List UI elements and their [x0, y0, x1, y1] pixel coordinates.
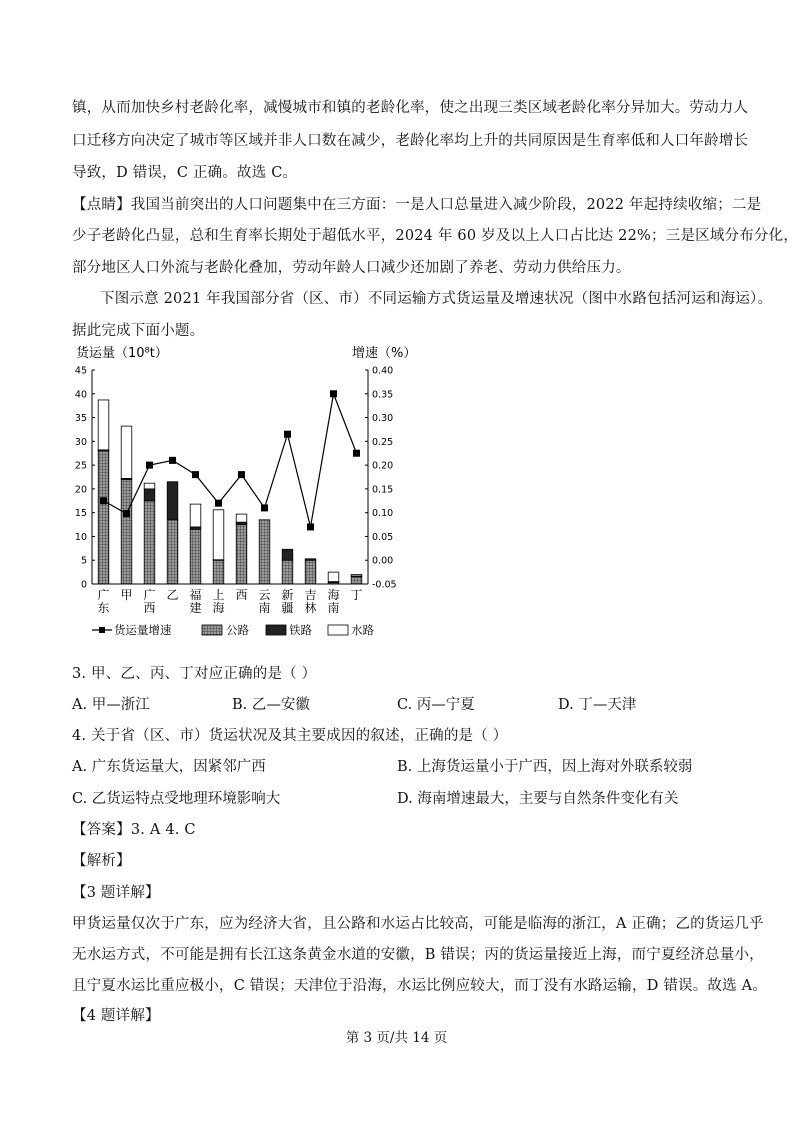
legend-point-swatch — [99, 627, 105, 633]
bar-segment — [213, 510, 224, 560]
bar-segment — [351, 574, 362, 575]
question-4-stem: 4. 关于省（区、市）货运状况及其主要成因的叙述，正确的是（ ） — [72, 728, 508, 744]
bar-segment — [305, 560, 316, 584]
detail-3-line: 甲货运量仅次于广东，应为经济大省，且公路和水运占比较高，可能是临海的浙江，A 正确；乙的货运几乎 — [72, 916, 764, 932]
bar-segment — [121, 479, 132, 584]
bar-segment — [144, 483, 155, 489]
category-label: 云 — [258, 588, 271, 602]
right-tick-label: 0.30 — [372, 413, 394, 425]
bar-segment — [167, 482, 178, 520]
paragraph-line: 导致，D 错误，C 正确。故选 C。 — [72, 165, 298, 181]
answer-text: 3. A 4. C — [130, 822, 196, 838]
legend-label: 水路 — [351, 623, 374, 637]
growth-point — [215, 500, 222, 507]
intro-line: 据此完成下面小题。 — [72, 323, 205, 339]
left-tick-label: 20 — [74, 484, 87, 496]
q4-option-b[interactable]: B. 上海货运量小于广西，因上海对外联系较弱 — [397, 759, 693, 775]
bar-segment — [305, 559, 316, 560]
tip-line: 部分地区人口外流与老龄化叠加，劳动年龄人口减少还加剧了养老、劳动力供给压力。 — [72, 260, 631, 276]
q4-option-c[interactable]: C. 乙货运特点受地理环境影响大 — [72, 791, 281, 807]
freight-chart — [66, 340, 417, 645]
legend-label: 公路 — [226, 623, 249, 637]
category-label: 南 — [327, 601, 340, 615]
paragraph-line: 口迁移方向决定了城市等区域并非人口数在减少，老龄化率均上升的共同原因是生育率低和人口年龄增长 — [72, 133, 749, 149]
bar-segment — [213, 560, 224, 584]
category-label: 海 — [212, 601, 225, 615]
detail-3-heading: 【3 题详解】 — [72, 885, 160, 901]
right-tick-label: -0.05 — [372, 579, 397, 591]
legend-label: 铁路 — [289, 623, 312, 637]
category-label: 疆 — [281, 601, 294, 615]
category-label: 广 — [143, 588, 156, 602]
bar-segment — [236, 525, 247, 584]
left-tick-label: 30 — [74, 436, 87, 448]
q3-option-a[interactable]: A. 甲—浙江 — [72, 697, 150, 713]
category-label: 南 — [258, 601, 271, 615]
bar-segment — [121, 426, 132, 478]
bar-segment — [259, 520, 270, 584]
bar-segment — [328, 572, 339, 582]
category-label: 乙 — [166, 588, 179, 602]
category-label: 西 — [235, 588, 248, 602]
detail-3-line: 无水运方式，不可能是拥有长江这条黄金水道的安徽，B 错误；丙的货运量接近上海，而宁夏经济总量小， — [72, 947, 764, 963]
page-footer: 第 3 页/共 14 页 — [345, 1030, 448, 1046]
paragraph-line: 镇，从而加快乡村老龄化率，减慢城市和镇的老龄化率，使之出现三类区域老龄化率分异加大。劳动力人 — [72, 100, 749, 116]
right-tick-label: 0.20 — [372, 460, 394, 472]
detail-4-heading: 【4 题详解】 — [72, 1008, 160, 1024]
right-tick-label: 0.10 — [372, 508, 394, 520]
legend-label: 货运量增速 — [114, 623, 172, 637]
category-label: 新 — [281, 588, 294, 602]
category-label: 建 — [189, 601, 202, 615]
left-tick-label: 35 — [74, 413, 87, 425]
bar-segment — [98, 451, 109, 584]
q4-option-a[interactable]: A. 广东货运量大，因紧邻广西 — [72, 759, 266, 775]
growth-point — [192, 471, 199, 478]
category-label: 广 — [97, 588, 110, 602]
legend-water-swatch — [328, 625, 348, 635]
bar-segment — [351, 577, 362, 584]
answer-line — [72, 818, 196, 839]
right-tick-label: 0.40 — [372, 365, 394, 377]
tip-line: 少子老龄化凸显，总和生育率长期处于超低水平，2024 年 60 岁及以上人口占比达 22%；三是区域分布分化， — [72, 228, 798, 244]
left-tick-label: 5 — [80, 555, 87, 567]
bar-segment — [167, 520, 178, 584]
bar-segment — [190, 529, 201, 584]
legend-rail-swatch — [266, 625, 286, 635]
detail-3-line: 且宁夏水运比重应极小，C 错误；天津位于沿海，水运比例应较大，而丁没有水路运输，D 错误。故选 A。 — [72, 978, 768, 994]
growth-line — [104, 394, 357, 527]
category-label: 吉 — [304, 588, 317, 602]
left-tick-label: 40 — [74, 389, 87, 401]
legend-road-swatch — [202, 625, 222, 635]
growth-point — [307, 523, 314, 530]
left-tick-label: 25 — [74, 460, 87, 472]
q4-option-d[interactable]: D. 海南增速最大，主要与自然条件变化有关 — [397, 791, 679, 807]
growth-point — [330, 390, 337, 397]
category-label: 东 — [97, 601, 110, 615]
category-label: 海 — [327, 588, 340, 602]
right-tick-label: 0.35 — [372, 389, 394, 401]
right-axis-title: 增速（%） — [352, 346, 417, 361]
right-tick-label: 0.05 — [372, 531, 394, 543]
category-label: 上 — [212, 588, 225, 602]
bar-segment — [144, 501, 155, 584]
answer-label: 【答案】 — [72, 822, 131, 838]
bar-segment — [236, 514, 247, 522]
growth-point — [353, 450, 360, 457]
right-tick-label: 0.15 — [372, 484, 394, 496]
q3-option-b[interactable]: B. 乙—安徽 — [232, 697, 310, 713]
intro-line: 下图示意 2021 年我国部分省（区、市）不同运输方式货运量及增速状况（图中水路包括河运和海运）。 — [100, 291, 773, 307]
left-axis-title: 货运量（10⁸t） — [76, 346, 168, 361]
left-tick-label: 10 — [74, 531, 87, 543]
bar-segment — [144, 489, 155, 501]
left-tick-label: 0 — [80, 579, 87, 591]
left-tick-label: 15 — [74, 508, 87, 520]
right-tick-label: 0.00 — [372, 555, 394, 567]
q3-option-d[interactable]: D. 丁—天津 — [558, 697, 637, 713]
left-tick-label: 45 — [74, 365, 87, 377]
analysis-heading: 【解析】 — [72, 853, 131, 869]
growth-point — [284, 431, 291, 438]
category-label: 丁 — [350, 588, 363, 602]
question-3-stem: 3. 甲、乙、丙、丁对应正确的是（ ） — [72, 666, 317, 682]
growth-point — [261, 504, 268, 511]
growth-point — [100, 497, 107, 504]
growth-point — [123, 510, 130, 517]
bar-segment — [282, 549, 293, 560]
bar-segment — [282, 560, 293, 584]
category-label: 福 — [189, 588, 202, 602]
right-tick-label: 0.25 — [372, 436, 394, 448]
growth-point — [238, 471, 245, 478]
category-label: 西 — [143, 601, 156, 615]
tip-line: 【点睛】我国当前突出的人口问题集中在三方面：一是人口总量进入减少阶段，2022 年起持续收缩；二是 — [72, 197, 762, 213]
category-label: 甲 — [120, 588, 133, 602]
bar-segment — [98, 400, 109, 450]
growth-point — [146, 462, 153, 469]
q3-option-c[interactable]: C. 丙—宁夏 — [397, 697, 475, 713]
growth-point — [169, 457, 176, 464]
category-label: 林 — [304, 601, 317, 615]
bar-segment — [190, 504, 201, 527]
